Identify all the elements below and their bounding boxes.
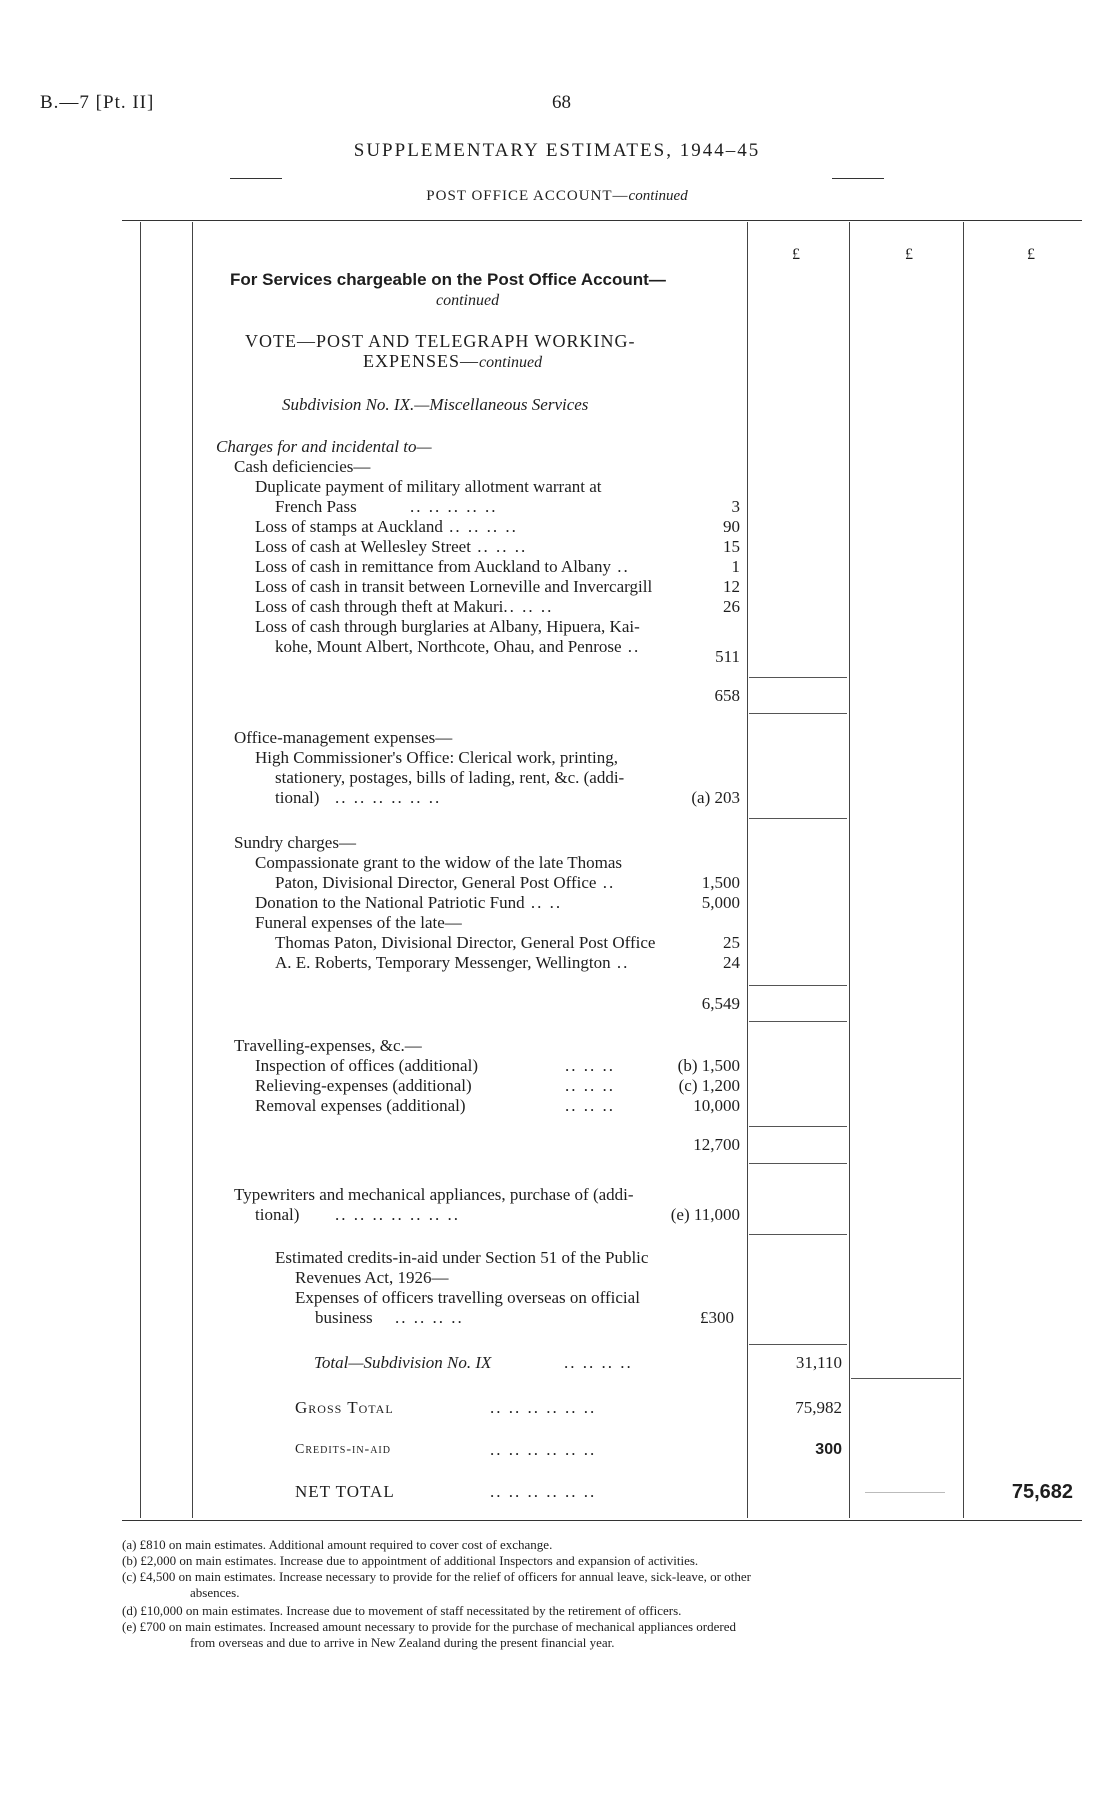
- section-heading: For Services chargeable on the Post Office Account—: [230, 270, 666, 289]
- credits-in-aid-line3: Expenses of officers travelling overseas on official: [295, 1288, 640, 1307]
- document-reference: B.—7 [Pt. II]: [40, 92, 155, 113]
- net-total-amount: 75,682: [1011, 1481, 1073, 1503]
- loss-stamps-auckland: Loss of stamps at Auckland .. .. .. ..: [255, 517, 518, 536]
- column-rule-amount-1: [747, 222, 748, 1518]
- total-subdivision-rule: [749, 1344, 847, 1345]
- footnote-e-line1: (e) £700 on main estimates. Increased amount necessary to provide for the purchase of mechanical appliances ordered: [122, 1619, 737, 1634]
- loss-transit-invercargill: Loss of cash in transit between Lorneville and Invercargill: [255, 577, 653, 596]
- credits-in-aid-label: Credits-in-aid .. .. .. .. .. ..: [295, 1440, 597, 1459]
- vote-title-line2: EXPENSES—continued: [363, 351, 543, 371]
- office-rule: [749, 818, 847, 819]
- cash-deficiencies-heading: Cash deficiencies—: [234, 457, 371, 476]
- office-management-heading: Office-management expenses—: [234, 728, 453, 747]
- net-total-label: NET TOTAL .. .. .. .. .. ..: [295, 1482, 597, 1501]
- account-subtitle: POST OFFICE ACCOUNT—continued: [426, 188, 688, 204]
- footnote-c-line1: (c) £4,500 on main estimates. Increase necessary to provide for the relief of officers for annual leave, sick-leave, or other: [122, 1569, 751, 1584]
- column-header-pound-1: £: [792, 246, 800, 263]
- loss-remittance-albany: Loss of cash in remittance from Auckland to Albany ..: [255, 557, 630, 576]
- typewriters-line1: Typewriters and mechanical appliances, purchase of (addi-: [234, 1185, 634, 1204]
- loss-wellesley-street: Loss of cash at Wellesley Street .. .. ..: [255, 537, 528, 556]
- gross-total-label: Gross Total .. .. .. .. .. ..: [295, 1398, 597, 1417]
- donation-patriotic-fund: Donation to the National Patriotic Fund .. ..: [255, 893, 563, 912]
- column-rule-description: [192, 222, 193, 1518]
- table-bottom-rule: [122, 1520, 1082, 1521]
- column-header-pound-2: £: [905, 246, 913, 263]
- office-management-amount: (a) 203: [691, 788, 740, 807]
- compassionate-grant-line1: Compassionate grant to the widow of the late Thomas: [255, 853, 623, 872]
- column-rule-amount-3: [963, 222, 964, 1518]
- column-rule-margin: [140, 222, 141, 1518]
- gross-total-rule: [851, 1378, 961, 1379]
- loss-burglaries-amount: 511: [715, 647, 740, 666]
- loss-theft-makuri-amount: 26: [723, 597, 740, 616]
- credits-in-aid-line4: business .. .. .. ..: [315, 1308, 464, 1327]
- typewriters-line2: tional) .. .. .. .. .. .. ..: [255, 1205, 460, 1224]
- travelling-expenses-subtotal: 12,700: [693, 1135, 740, 1154]
- section-heading-continued: continued: [436, 292, 500, 309]
- sundry-subtotal-rule: [749, 985, 847, 986]
- donation-patriotic-fund-amount: 5,000: [701, 893, 740, 912]
- loss-burglaries-line2: kohe, Mount Albert, Northcote, Ohau, and Penrose ..: [275, 637, 641, 656]
- funeral-thomas-paton: Thomas Paton, Divisional Director, General Post Office: [275, 933, 656, 952]
- column-rule-amount-2: [849, 222, 850, 1518]
- title-rule-right: [832, 178, 884, 179]
- travelling-expenses-heading: Travelling-expenses, &c.—: [234, 1036, 422, 1055]
- office-management-line1: High Commissioner's Office: Clerical work, printing,: [255, 748, 619, 767]
- total-subdivision-amount: 31,110: [795, 1353, 842, 1372]
- credits-in-aid-amount: £300: [700, 1308, 734, 1327]
- funeral-ae-roberts: A. E. Roberts, Temporary Messenger, Wellington ..: [275, 953, 630, 972]
- sundry-charges-subtotal: 6,549: [701, 994, 740, 1013]
- inspection-offices: Inspection of offices (additional) .. .. ..: [255, 1056, 615, 1075]
- footnote-e-line2: from overseas and due to arrive in New Zealand during the present financial year.: [190, 1635, 615, 1650]
- travel-subtotal-rule: [749, 1126, 847, 1127]
- relieving-expenses-amount: (c) 1,200: [678, 1076, 740, 1095]
- removal-expenses: Removal expenses (additional) .. .. ..: [255, 1096, 615, 1115]
- column-header-pound-3: £: [1027, 246, 1035, 263]
- loss-wellesley-street-amount: 15: [723, 537, 740, 556]
- typewriters-amount: (e) 11,000: [670, 1205, 740, 1224]
- vote-title-line1: VOTE—POST AND TELEGRAPH WORKING-: [245, 331, 636, 351]
- cash-subtotal-rule-bottom: [749, 713, 847, 714]
- typewriters-rule: [749, 1234, 847, 1235]
- loss-stamps-auckland-amount: 90: [723, 517, 740, 536]
- cash-subtotal-rule: [749, 677, 847, 678]
- net-total-rule: [865, 1492, 945, 1493]
- subdivision-heading: Subdivision No. IX.—Miscellaneous Services: [282, 395, 589, 414]
- credits-in-aid-line2: Revenues Act, 1926—: [295, 1268, 449, 1287]
- relieving-expenses: Relieving-expenses (additional) .. .. ..: [255, 1076, 615, 1095]
- sundry-subtotal-rule-bottom: [749, 1021, 847, 1022]
- credits-in-aid-total: 300: [815, 1441, 842, 1458]
- duplicate-payment-line1: Duplicate payment of military allotment warrant at: [255, 477, 602, 496]
- loss-burglaries-line1: Loss of cash through burglaries at Albany, Hipuera, Kai-: [255, 617, 640, 636]
- footnote-d: (d) £10,000 on main estimates. Increase due to movement of staff necessitated by the retirement of officers.: [122, 1603, 682, 1618]
- sundry-charges-heading: Sundry charges—: [234, 833, 356, 852]
- cash-deficiencies-subtotal: 658: [714, 686, 740, 705]
- loss-remittance-albany-amount: 1: [731, 557, 740, 576]
- duplicate-payment-amount: 3: [731, 497, 740, 516]
- duplicate-payment-line2: French Pass .. .. .. .. ..: [275, 497, 498, 516]
- compassionate-grant-line2: Paton, Divisional Director, General Post Office ..: [275, 873, 616, 892]
- office-management-line2: stationery, postages, bills of lading, rent, &c. (addi-: [275, 768, 625, 787]
- loss-transit-invercargill-amount: 12: [723, 577, 740, 596]
- travel-subtotal-rule-bottom: [749, 1163, 847, 1164]
- page-number: 68: [552, 92, 571, 113]
- funeral-thomas-paton-amount: 25: [723, 933, 740, 952]
- charges-heading: Charges for and incidental to—: [216, 437, 432, 456]
- total-subdivision-label: Total—Subdivision No. IX .. .. .. ..: [314, 1353, 633, 1372]
- gross-total-amount: 75,982: [795, 1398, 842, 1417]
- table-top-rule: [122, 220, 1082, 221]
- footnote-c-line2: absences.: [190, 1585, 240, 1600]
- title-rule-left: [230, 178, 282, 179]
- loss-theft-makuri: Loss of cash through theft at Makuri.. .. ..: [255, 597, 554, 616]
- credits-in-aid-line1: Estimated credits-in-aid under Section 51 of the Public: [275, 1248, 649, 1267]
- footnote-a: (a) £810 on main estimates. Additional amount required to cover cost of exchange.: [122, 1537, 553, 1552]
- funeral-expenses-heading: Funeral expenses of the late—: [255, 913, 462, 932]
- removal-expenses-amount: 10,000: [693, 1096, 740, 1115]
- funeral-ae-roberts-amount: 24: [723, 953, 740, 972]
- office-management-line3: tional) .. .. .. .. .. ..: [275, 788, 442, 807]
- footnote-b: (b) £2,000 on main estimates. Increase due to appointment of additional Inspectors and expansion of activities.: [122, 1553, 699, 1568]
- compassionate-grant-amount: 1,500: [701, 873, 740, 892]
- page-title: SUPPLEMENTARY ESTIMATES, 1944–45: [353, 140, 761, 161]
- inspection-offices-amount: (b) 1,500: [677, 1056, 740, 1075]
